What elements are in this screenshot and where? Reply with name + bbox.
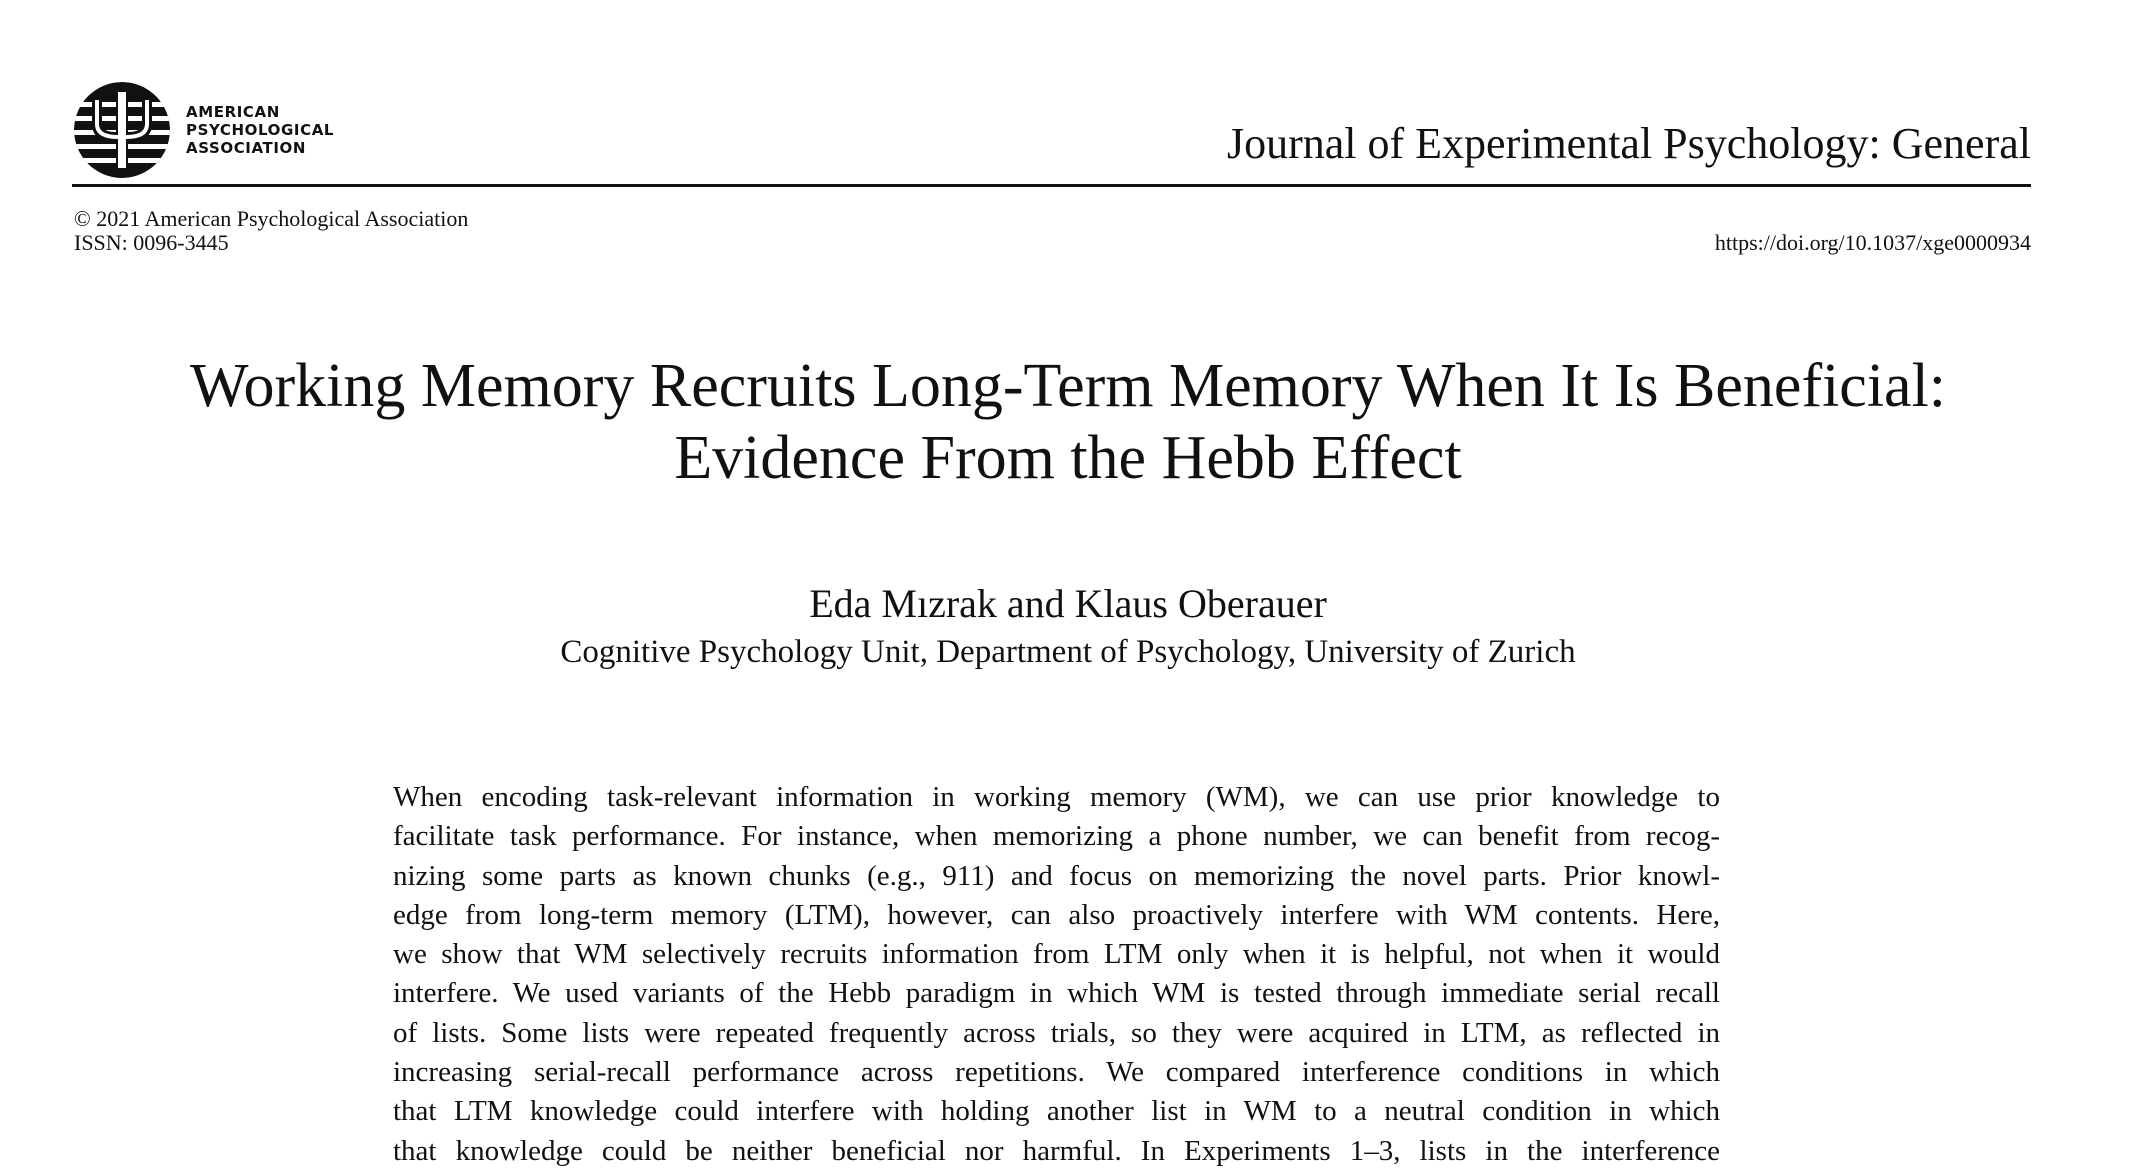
abstract-line: edge from long-term memory (LTM), however, can also proactively interfere with WM contents. Here, <box>393 898 1720 931</box>
organization-line: PSYCHOLOGICAL <box>186 121 335 139</box>
abstract-line: increasing serial-recall performance across repetitions. We compared interference conditions in which <box>393 1056 1720 1089</box>
article-title-line: Evidence From the Hebb Effect <box>674 424 1462 492</box>
issn: ISSN: 0096-3445 <box>74 230 229 255</box>
doi-link[interactable]: https://doi.org/10.1037/xge0000934 <box>1714 230 2031 255</box>
abstract-line: When encoding task-relevant information in working memory (WM), we can use prior knowledge to <box>393 781 1720 813</box>
affiliation: Cognitive Psychology Unit, Department of Psychology, University of Zurich <box>560 634 1576 670</box>
copyright-notice: © 2021 American Psychological Association <box>74 206 469 231</box>
journal-title: Journal of Experimental Psychology: General <box>1226 119 2031 168</box>
abstract-line: of lists. Some lists were repeated frequently across trials, so they were acquired in LTM, as reflected in <box>393 1016 1720 1049</box>
authors: Eda Mızrak and Klaus Oberauer <box>809 581 1327 626</box>
abstract-line: interfere. We used variants of the Hebb paradigm in which WM is tested through immediate serial recall <box>393 977 1720 1010</box>
article-title-line: Working Memory Recruits Long-Term Memory When It Is Beneficial: <box>189 352 1947 420</box>
header-divider <box>72 184 2031 187</box>
article-title <box>0 350 2136 494</box>
organization-line: AMERICAN <box>186 103 280 121</box>
apa-psi-logo-icon <box>72 80 172 180</box>
abstract-line: we show that WM selectively recruits information from LTM only when it is helpful, not when it would <box>393 938 1720 971</box>
abstract-line: that knowledge could be neither beneficial nor harmful. In Experiments 1–3, lists in the interference <box>393 1134 1720 1167</box>
apa-branding <box>72 80 334 180</box>
abstract-line: that LTM knowledge could interfere with holding another list in WM to a neutral condition in which <box>393 1095 1720 1128</box>
organization-name <box>186 103 334 157</box>
abstract <box>393 778 1720 1171</box>
abstract-line: facilitate task performance. For instance, when memorizing a phone number, we can benefit from recog- <box>393 820 1720 853</box>
abstract-line: nizing some parts as known chunks (e.g., 911) and focus on memorizing the novel parts. Prior knowl- <box>393 859 1720 892</box>
organization-line: ASSOCIATION <box>186 139 307 157</box>
